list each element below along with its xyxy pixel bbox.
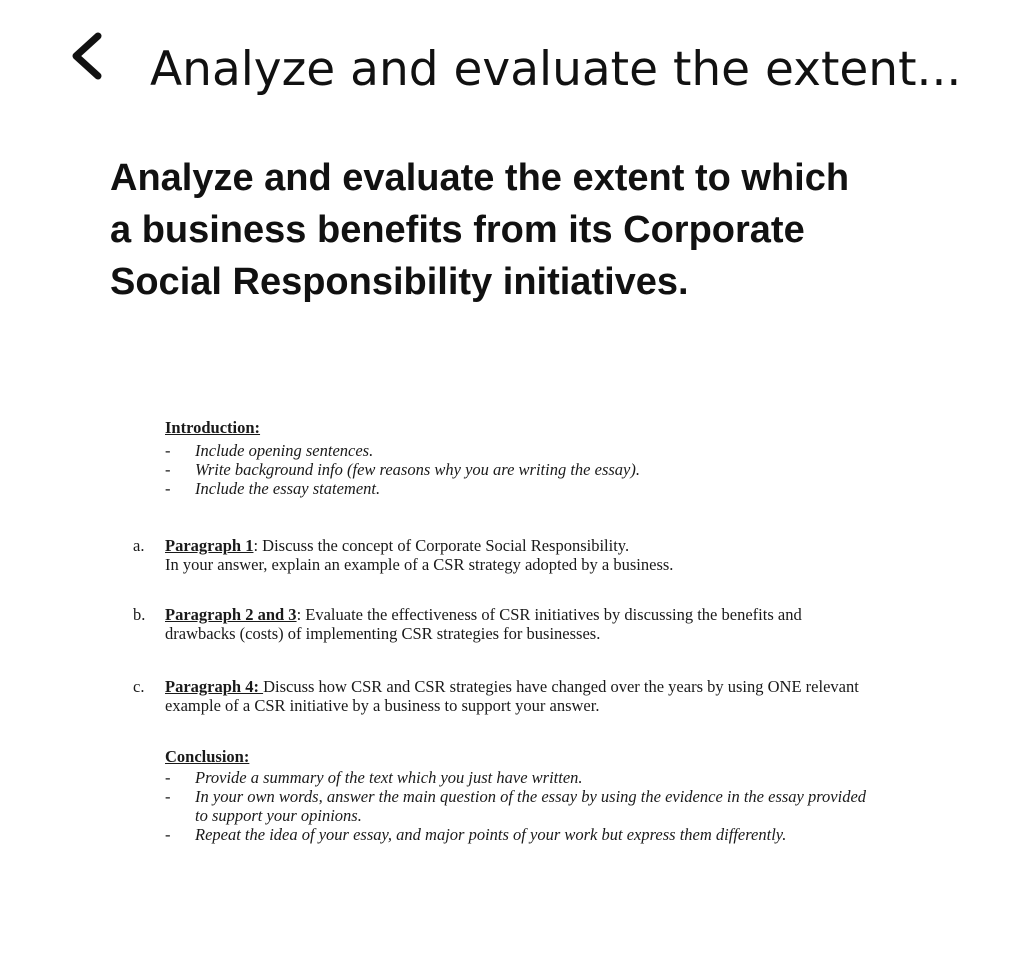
- list-marker: b.: [133, 605, 146, 624]
- paragraph-b: [130, 605, 890, 643]
- list-item: - Repeat the idea of your essay, and major points of your work but express them differently.: [165, 825, 787, 844]
- page-title: Analyze and evaluate the extent...: [150, 42, 962, 97]
- top-bar: [0, 0, 1024, 140]
- list-item: - Include the essay statement.: [165, 479, 381, 498]
- conclusion-list: [165, 768, 870, 844]
- introduction-list: [165, 441, 785, 498]
- list-marker: c.: [133, 677, 145, 696]
- back-button[interactable]: [62, 28, 112, 84]
- list-item: - In your own words, answer the main question of the essay by using the evidence in the essay provided to support your opinions.: [165, 787, 867, 825]
- paragraph-a: [130, 536, 890, 574]
- paragraph-text: Discuss how CSR and CSR strategies have changed over the years by using ONE relevant example of a CSR initiative by a business to support your answer.: [165, 677, 859, 715]
- chevron-left-icon: [62, 28, 112, 84]
- paragraph-text: : Discuss the concept of Corporate Social Responsibility.: [253, 536, 630, 555]
- list-item: - Write background info (few reasons why you are writing the essay).: [165, 460, 640, 479]
- paragraph-text-line2: In your answer, explain an example of a CSR strategy adopted by a business.: [165, 555, 674, 574]
- conclusion-heading: Conclusion:: [165, 747, 250, 766]
- paragraph-label: Paragraph 2 and 3: [165, 605, 297, 624]
- paragraph-c: [130, 677, 890, 715]
- list-item: - Include opening sentences.: [165, 441, 374, 460]
- paragraph-label: Paragraph 1: [165, 536, 254, 555]
- list-marker: a.: [133, 536, 145, 555]
- question-heading: Analyze and evaluate the extent to which a business benefits from its Corporate Social Responsibility initiatives.: [110, 157, 850, 303]
- list-item: - Provide a summary of the text which you just have written.: [165, 768, 583, 787]
- introduction-heading: Introduction:: [165, 418, 261, 437]
- paragraph-label: Paragraph 4:: [165, 677, 264, 696]
- paragraph-text: : Evaluate the effectiveness of CSR initiatives by discussing the benefits and drawbacks (costs) of implementing CSR strategies for businesses.: [165, 605, 802, 643]
